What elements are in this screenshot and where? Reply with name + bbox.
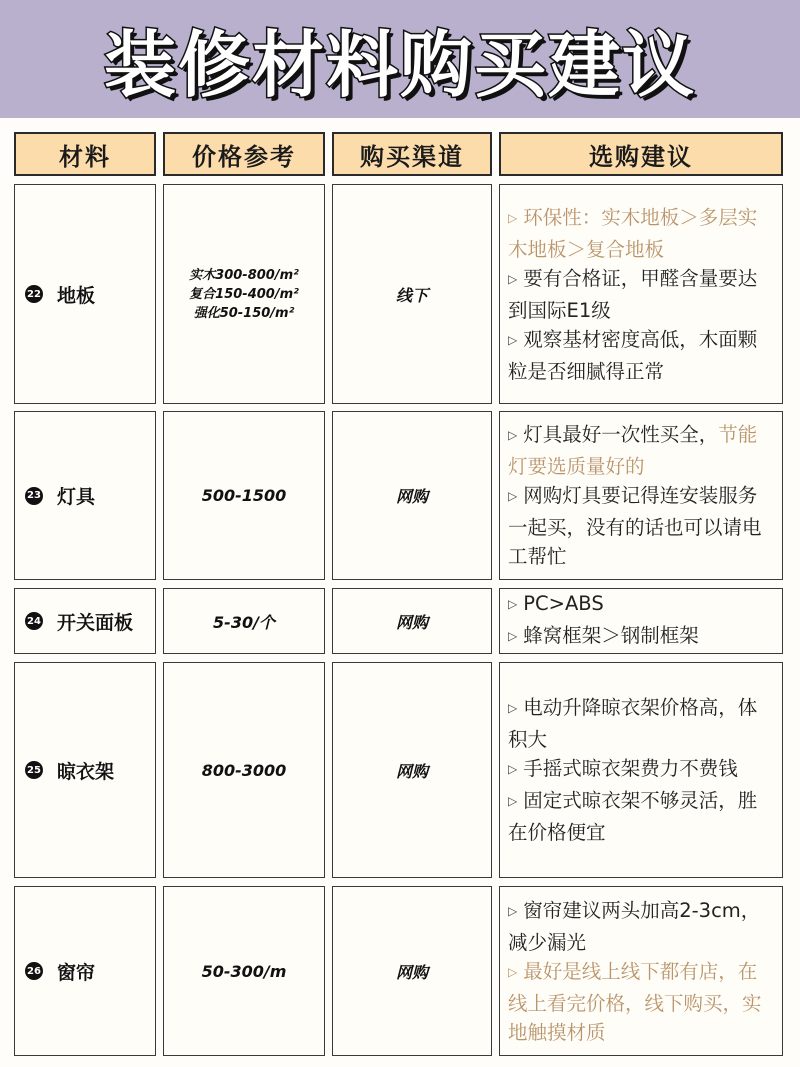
purchase-channel: 网购 (332, 886, 492, 1056)
header-channel: 购买渠道 (332, 132, 492, 176)
triangle-bullet-icon: ▷ (508, 597, 518, 611)
advice-item (508, 693, 776, 754)
price-reference: 50-300/m (163, 886, 325, 1056)
price-line: 复合150-400/m² (189, 286, 299, 302)
row-number-badge: 22 (25, 285, 43, 303)
purchase-channel: 网购 (332, 662, 492, 878)
triangle-bullet-icon: ▷ (508, 428, 518, 442)
advice-text: 窗帘建议两头加高2-3cm，减少漏光 (508, 898, 761, 954)
purchase-advice (499, 886, 783, 1056)
title-banner (0, 0, 800, 118)
material-name: 窗帘 (57, 961, 96, 984)
advice-item (508, 786, 776, 847)
purchase-channel: 网购 (332, 588, 492, 654)
table-row-material (14, 184, 156, 404)
material-name: 灯具 (57, 486, 96, 508)
price-reference: 800-3000 (163, 662, 325, 878)
purchase-advice (499, 662, 783, 878)
triangle-bullet-icon: ▷ (508, 903, 518, 918)
purchase-channel: 线下 (332, 184, 492, 404)
triangle-bullet-icon: ▷ (508, 332, 518, 347)
advice-item (508, 957, 776, 1047)
advice-text: 网购灯具要记得连安装服务一起买，没有的话也可以请电工帮忙 (508, 484, 762, 568)
purchase-advice (499, 411, 783, 580)
table-row-material (14, 662, 156, 878)
advice-text: 固定式晾衣架不够灵活，胜在价格便宜 (508, 789, 758, 844)
row-number-badge: 26 (25, 962, 43, 980)
advice-text: 最好是线上线下都有店，在线上看完价格，线下购买，实地触摸材质 (508, 959, 762, 1044)
row-number-badge: 25 (25, 761, 43, 779)
advice-text: PC>ABS (523, 592, 604, 615)
triangle-bullet-icon: ▷ (508, 629, 518, 643)
advice-text: 蜂窝框架＞钢制框架 (523, 624, 699, 647)
header-material: 材料 (14, 132, 156, 176)
advice-item (508, 754, 738, 786)
advice-text: 环保性：实木地板＞多层实木地板＞复合地板 (508, 205, 758, 261)
purchase-advice (499, 588, 783, 654)
purchase-channel: 网购 (332, 411, 492, 580)
price-line: 强化50-150/m² (193, 305, 295, 321)
triangle-bullet-icon: ▷ (508, 701, 518, 715)
advice-item (508, 481, 776, 571)
advice-item (508, 203, 776, 264)
advice-text: 灯具最好一次性买全， (523, 423, 719, 446)
table-row-material (14, 886, 156, 1056)
row-number-badge: 23 (25, 487, 43, 505)
purchase-advice (499, 184, 783, 404)
advice-text: 手摇式晾衣架费力不费钱 (523, 757, 738, 780)
material-name: 开关面板 (57, 611, 134, 634)
price-reference (163, 184, 325, 404)
table-row-material (14, 411, 156, 580)
triangle-bullet-icon: ▷ (508, 794, 518, 808)
material-name: 晾衣架 (57, 760, 115, 783)
table-row-material (14, 588, 156, 654)
triangle-bullet-icon: ▷ (508, 964, 518, 979)
triangle-bullet-icon: ▷ (508, 271, 518, 286)
advice-text-highlight: 节能灯要选质量好的 (508, 423, 758, 478)
advice-text: 电动升降晾衣架价格高，体积大 (508, 696, 758, 751)
advice-text: 要有合格证，甲醛含量要达到国际E1级 (508, 266, 758, 322)
header-price: 价格参考 (163, 132, 325, 176)
advice-item (508, 264, 776, 325)
row-number-badge: 24 (25, 612, 43, 630)
price-reference: 5-30/个 (163, 588, 325, 654)
price-reference: 500-1500 (163, 411, 325, 580)
advice-item (508, 589, 604, 621)
page-title: 装修材料购买建议 (103, 23, 696, 107)
advice-item (508, 896, 776, 957)
header-advice: 选购建议 (499, 132, 783, 176)
material-name: 地板 (57, 284, 96, 307)
triangle-bullet-icon: ▷ (508, 762, 518, 776)
triangle-bullet-icon: ▷ (508, 489, 518, 503)
price-line: 实木300-800/m² (189, 267, 299, 283)
advice-item (508, 621, 699, 653)
advice-item (508, 325, 776, 386)
triangle-bullet-icon: ▷ (508, 210, 518, 225)
advice-item (508, 420, 776, 481)
advice-text: 观察基材密度高低，木面颗粒是否细腻得正常 (508, 327, 758, 383)
